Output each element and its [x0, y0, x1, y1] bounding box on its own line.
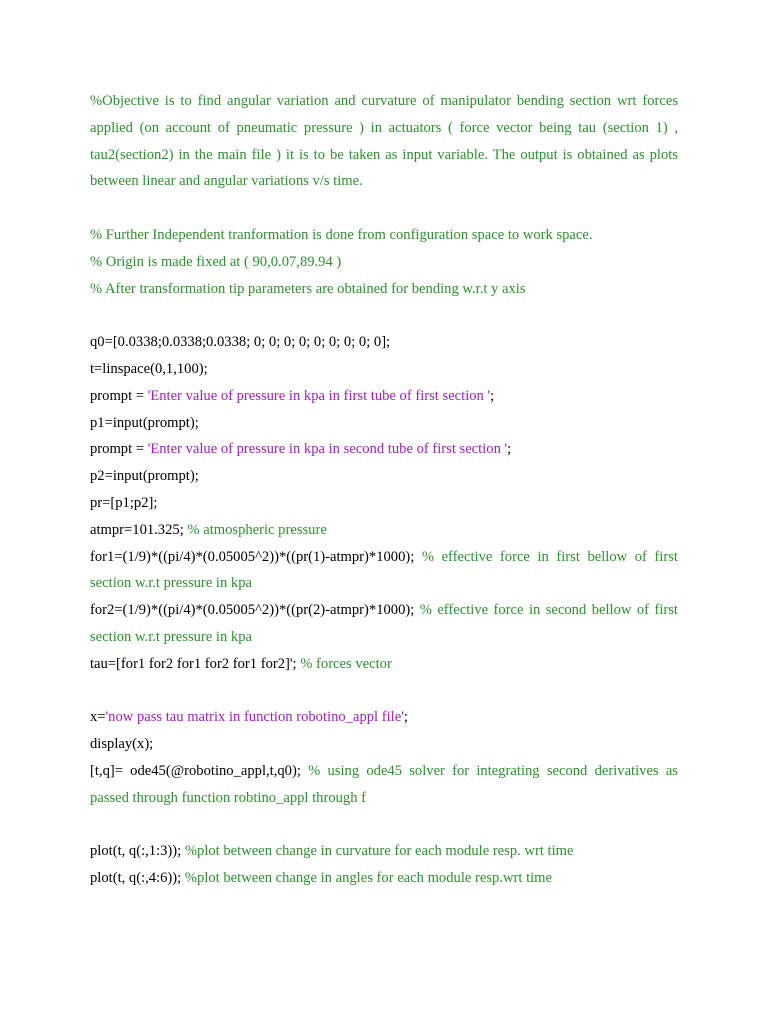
code-text: plot(t, q(:,4:6));	[90, 870, 185, 887]
code-text: x=	[90, 709, 106, 726]
code-line-for2	[90, 597, 678, 651]
inline-comment: %plot between change in curvature for each module resp. wrt time	[184, 843, 574, 860]
inline-comment: % effective force in second bellow of first section w.r.t pressure in kpa	[90, 602, 678, 645]
code-line-prompt-1	[90, 383, 678, 410]
origin-comment: % Origin is made fixed at ( 90,0.07,89.94 )	[90, 253, 342, 270]
transformation-comment: % Further Independent tranformation is done from configuration space to work space.	[90, 226, 593, 243]
code-text: prompt =	[90, 441, 148, 458]
code-text: atmpr=101.325;	[90, 521, 188, 538]
inline-comment: % using ode45 solver for integrating second derivatives as passed through function robtino_appl through f	[90, 762, 678, 806]
inline-comment: % atmospheric pressure	[187, 521, 327, 538]
code-line-x	[90, 704, 678, 731]
code-text: for1=(1/9)*((pi/4)*(0.05005^2))*((pr(1)-atmpr)*1000);	[90, 548, 422, 565]
objective-comment: %Objective is to find angular variation and curvature of manipulator bending section wrt forces applied (on account of pneumatic pressure ) in actuators ( force vector being tau (section 1) , tau2(section2) in the main file ) it is to be taken as input variable. The output is obtained as plots between linear and angular variations v/s time.	[90, 93, 678, 190]
code-text: ;	[507, 441, 512, 458]
code-line-atmpr	[90, 517, 678, 544]
string-literal: 'Enter value of pressure in kpa in second tube of first section '	[147, 441, 508, 458]
string-literal: 'Enter value of pressure in kpa in first tube of first section '	[147, 387, 491, 404]
inline-comment: % effective force in first bellow of first section w.r.t pressure in kpa	[90, 548, 678, 592]
code-line-q0: q0=[0.0338;0.0338;0.0338; 0; 0; 0; 0; 0; 0; 0; 0; 0];	[90, 334, 391, 351]
code-line-prompt-2	[90, 436, 678, 463]
code-line-p2: p2=input(prompt);	[90, 468, 199, 485]
blank-line	[90, 195, 678, 222]
inline-comment: % forces vector	[300, 655, 392, 672]
code-text: ;	[403, 709, 408, 726]
code-line-linspace: t=linspace(0,1,100);	[90, 360, 208, 377]
code-text: plot(t, q(:,1:3));	[90, 843, 185, 860]
blank-line	[90, 678, 678, 705]
code-line-display: display(x);	[90, 736, 154, 753]
code-line-plot-curvature	[90, 838, 678, 865]
inline-comment: %plot between change in angles for each module resp.wrt time	[184, 870, 553, 887]
code-text: for2=(1/9)*((pi/4)*(0.05005^2))*((pr(2)-atmpr)*1000);	[90, 602, 420, 619]
code-line-ode45	[90, 758, 678, 812]
code-text: tau=[for1 for2 for1 for2 for1 for2]';	[90, 655, 301, 672]
document-page	[90, 88, 678, 892]
code-text: [t,q]= ode45(@robotino_appl,t,q0);	[90, 762, 309, 779]
code-text: ;	[490, 387, 495, 404]
string-literal: 'now pass tau matrix in function robotino_appl file'	[105, 709, 404, 726]
blank-line	[90, 812, 678, 839]
code-line-tau	[90, 651, 678, 678]
tip-parameters-comment: % After transformation tip parameters are obtained for bending w.r.t y axis	[90, 280, 526, 297]
code-text: prompt =	[90, 387, 148, 404]
code-line-for1	[90, 544, 678, 598]
blank-line	[90, 302, 678, 329]
code-line-pr: pr=[p1;p2];	[90, 494, 158, 511]
code-line-p1: p1=input(prompt);	[90, 414, 199, 431]
code-line-plot-angles	[90, 865, 678, 892]
